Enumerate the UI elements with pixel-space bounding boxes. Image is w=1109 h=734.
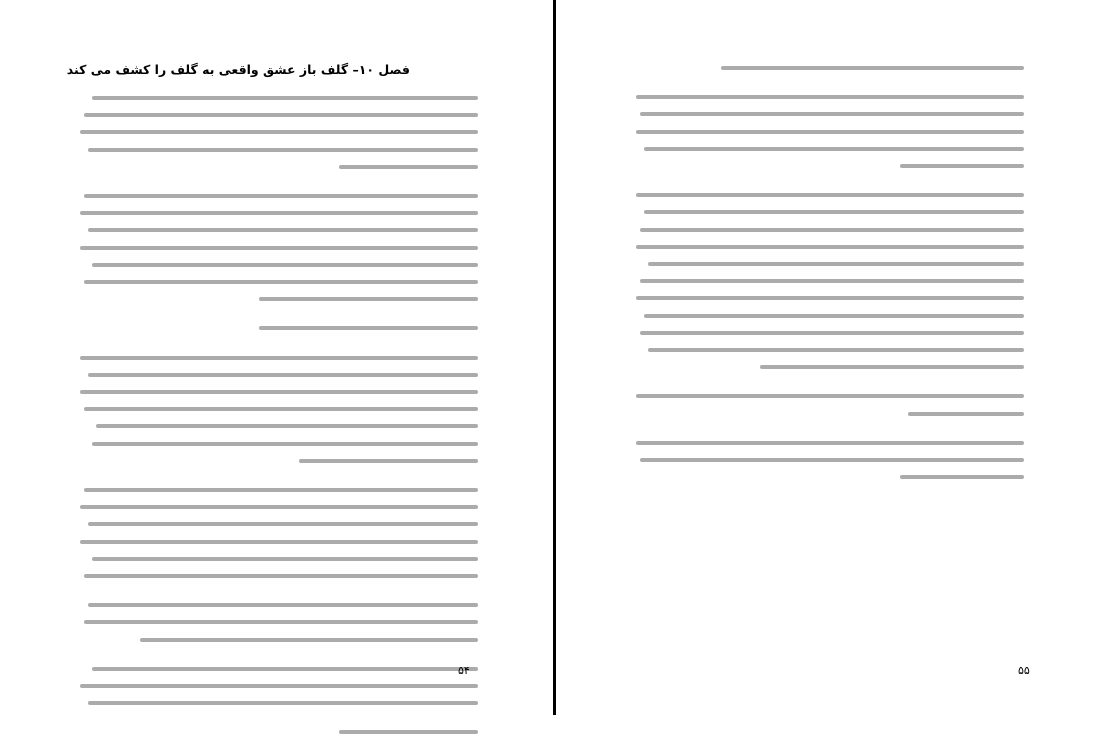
text-line [88, 522, 478, 526]
chapter-title: فصل ۱۰– گلف باز عشق واقعی به گلف را کشف می کند [66, 62, 410, 77]
text-line [88, 228, 478, 232]
text-line [760, 365, 1024, 369]
text-line [640, 331, 1024, 335]
text-line [84, 620, 478, 624]
right-page-body [636, 62, 1024, 457]
text-line [640, 112, 1024, 116]
text-line [84, 113, 478, 117]
text-line [80, 390, 478, 394]
text-line [80, 684, 478, 688]
text-line [259, 326, 478, 330]
text-line [636, 95, 1024, 99]
text-line [636, 193, 1024, 197]
text-line [644, 147, 1024, 151]
text-line [299, 459, 478, 463]
text-line [640, 279, 1024, 283]
text-line [900, 475, 1024, 479]
text-line [84, 280, 478, 284]
text-line [339, 730, 478, 734]
text-line [721, 66, 1024, 70]
text-line [636, 130, 1024, 134]
text-line [92, 263, 478, 267]
text-line [80, 540, 478, 544]
text-line [636, 245, 1024, 249]
text-line [636, 441, 1024, 445]
text-line [908, 412, 1024, 416]
text-line [80, 356, 478, 360]
text-line [339, 165, 478, 169]
page-number: ۵۴ [458, 664, 470, 677]
text-line [80, 211, 478, 215]
text-line [80, 505, 478, 509]
text-line [636, 296, 1024, 300]
text-line [92, 442, 478, 446]
text-line [84, 488, 478, 492]
text-line [92, 667, 478, 671]
text-line [92, 557, 478, 561]
text-line [84, 407, 478, 411]
text-line [636, 394, 1024, 398]
text-line [88, 603, 478, 607]
text-line [648, 262, 1024, 266]
text-line [88, 148, 478, 152]
left-page [0, 0, 553, 715]
right-page [556, 0, 1109, 715]
text-line [96, 424, 478, 428]
text-line [88, 373, 478, 377]
text-line [80, 246, 478, 250]
text-line [644, 314, 1024, 318]
text-line [88, 701, 478, 705]
text-line [80, 130, 478, 134]
left-page-body [80, 92, 478, 657]
text-line [140, 638, 478, 642]
text-line [84, 574, 478, 578]
text-line [259, 297, 478, 301]
text-line [92, 96, 478, 100]
text-line [640, 458, 1024, 462]
page-number: ۵۵ [1018, 664, 1030, 677]
text-line [644, 210, 1024, 214]
text-line [648, 348, 1024, 352]
text-line [900, 164, 1024, 168]
text-line [84, 194, 478, 198]
text-line [640, 228, 1024, 232]
